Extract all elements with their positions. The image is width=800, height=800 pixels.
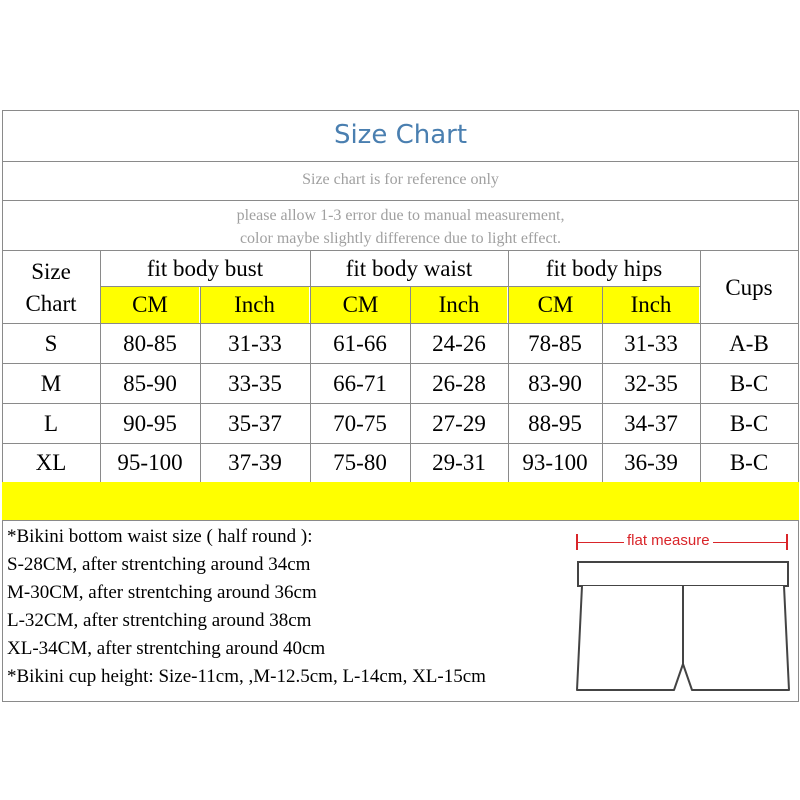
bust-cm: 80-85: [123, 331, 177, 356]
row-size: XL: [35, 450, 67, 475]
flat-measure-label: flat measure: [624, 532, 713, 549]
row-size: L: [43, 411, 59, 436]
note-line: XL-34CM, after strentching around 40cm: [7, 638, 326, 659]
cups: A-B: [729, 331, 769, 356]
error-note-line-2: color maybe slightly difference due to light effect.: [239, 230, 562, 247]
group-bust: fit body bust: [146, 256, 264, 281]
subheader-bust-cm: CM: [101, 287, 199, 323]
waist-inch: 24-26: [432, 331, 486, 356]
bust-cm: 90-95: [123, 411, 177, 436]
note-line: *Bikini cup height: Size-11cm, ,M-12.5cm, L-14cm, XL-15cm: [7, 666, 486, 687]
waist-inch: 27-29: [432, 411, 486, 436]
size-chart: [2, 110, 799, 702]
subheader-hips-cm: CM: [509, 287, 602, 323]
bust-inch: 31-33: [228, 331, 282, 356]
subheader-bust-inch: Inch: [200, 287, 309, 323]
hips-inch: 36-39: [624, 450, 678, 475]
bust-cm: 95-100: [117, 450, 183, 475]
waist-cm: 66-71: [333, 371, 387, 396]
cups-header: Cups: [725, 275, 773, 300]
size-header-label: Size: [31, 259, 71, 284]
error-note: [2, 202, 799, 252]
waist-inch: 26-28: [432, 371, 486, 396]
chart-title: Size Chart: [333, 120, 468, 150]
waist-notes: [7, 523, 486, 691]
subheader-waist-cm: CM: [311, 287, 410, 323]
group-hips: fit body hips: [545, 256, 663, 281]
bikini-bottom-outline-icon: [574, 560, 792, 698]
row-size: M: [40, 371, 62, 396]
bust-cm: 85-90: [123, 371, 177, 396]
size-header: [2, 256, 100, 320]
cups: B-C: [729, 371, 769, 396]
hips-cm: 93-100: [522, 450, 588, 475]
note-line: M-30CM, after strentching around 36cm: [7, 582, 317, 603]
cups: B-C: [729, 411, 769, 436]
subheader-hips-inch: Inch: [603, 287, 699, 323]
flat-measure-indicator: [572, 528, 792, 558]
waist-cm: 75-80: [333, 450, 387, 475]
note-line: *Bikini bottom waist size ( half round ):: [7, 526, 313, 547]
hips-cm: 78-85: [528, 331, 582, 356]
subheader-waist-inch: Inch: [411, 287, 507, 323]
reference-note: Size chart is for reference only: [302, 171, 499, 188]
bust-inch: 35-37: [228, 411, 282, 436]
bust-inch: 33-35: [228, 371, 282, 396]
measure-tick-right: [786, 534, 788, 550]
note-line: L-32CM, after strentching around 38cm: [7, 610, 312, 631]
hips-cm: 83-90: [528, 371, 582, 396]
waist-cm: 61-66: [333, 331, 387, 356]
group-waist: fit body waist: [345, 256, 473, 281]
hips-cm: 88-95: [528, 411, 582, 436]
hips-inch: 32-35: [624, 371, 678, 396]
waist-inch: 29-31: [432, 450, 486, 475]
highlight-band: [2, 482, 799, 520]
note-line: S-28CM, after strentching around 34cm: [7, 554, 311, 575]
row-size: S: [44, 331, 58, 356]
error-note-line-1: please allow 1-3 error due to manual measurement,: [236, 207, 565, 224]
bust-inch: 37-39: [228, 450, 282, 475]
chart-header-label: Chart: [25, 291, 77, 316]
hips-inch: 31-33: [624, 331, 678, 356]
cups: B-C: [729, 450, 769, 475]
hips-inch: 34-37: [624, 411, 678, 436]
waist-cm: 70-75: [333, 411, 387, 436]
